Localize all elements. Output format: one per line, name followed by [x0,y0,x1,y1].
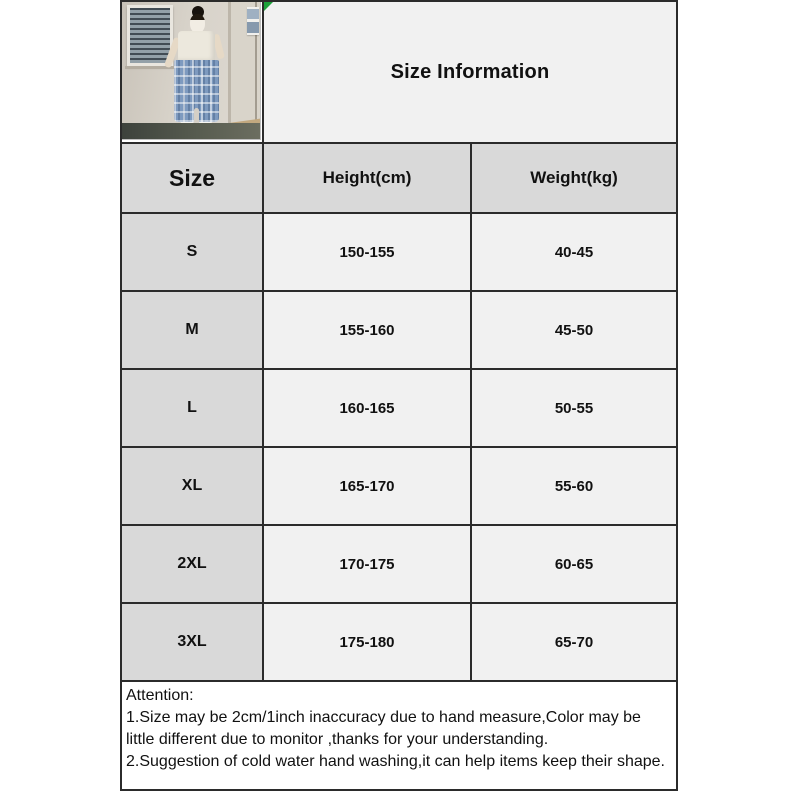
attention-item-1: 1.Size may be 2cm/1inch inaccuracy due to hand measure,Color may be little different due to monitor ,thanks for your understanding. [126,709,641,748]
floor [122,123,260,139]
page-title: Size Information [390,60,550,83]
weight-cell: 40-45 [472,214,676,290]
size-cell: M [122,292,264,368]
height-cell: 165-170 [264,448,472,524]
weight-cell: 60-65 [472,526,676,602]
product-photo-scene [122,2,260,139]
size-cell: 2XL [122,526,264,602]
table-row-3xl [122,604,676,682]
size-cell: 3XL [122,604,264,680]
model-plaid-pants [174,60,219,122]
col-header-height: Height(cm) [264,144,472,212]
height-cell: 160-165 [264,370,472,446]
height-cell: 175-180 [264,604,472,680]
height-cell: 170-175 [264,526,472,602]
weight-cell: 50-55 [472,370,676,446]
model-tshirt [178,31,215,62]
col-header-size: Size [122,144,264,212]
weight-cell: 45-50 [472,292,676,368]
height-cell: 150-155 [264,214,472,290]
height-cell: 155-160 [264,292,472,368]
model-leg-gap [194,108,199,122]
table-row-s [122,214,676,292]
table-row-2xl [122,526,676,604]
attention-heading: Attention: [126,687,194,704]
table-row-xl [122,448,676,526]
table-row-m [122,292,676,370]
table-header-row [122,144,676,214]
size-cell: S [122,214,264,290]
size-cell: L [122,370,264,446]
wall-poster [247,7,259,35]
weight-cell: 55-60 [472,448,676,524]
size-cell: XL [122,448,264,524]
attention-item-2: 2.Suggestion of cold water hand washing,it can help items keep their shape. [126,753,665,770]
top-row [122,2,676,144]
weight-cell: 65-70 [472,604,676,680]
title-cell [264,2,676,142]
size-chart-sheet [120,0,678,791]
attention-note [122,682,676,789]
model [168,6,226,138]
col-header-weight: Weight(kg) [530,168,618,187]
table-row-l [122,370,676,448]
corner-flag-icon [264,2,273,11]
product-photo [122,2,264,142]
